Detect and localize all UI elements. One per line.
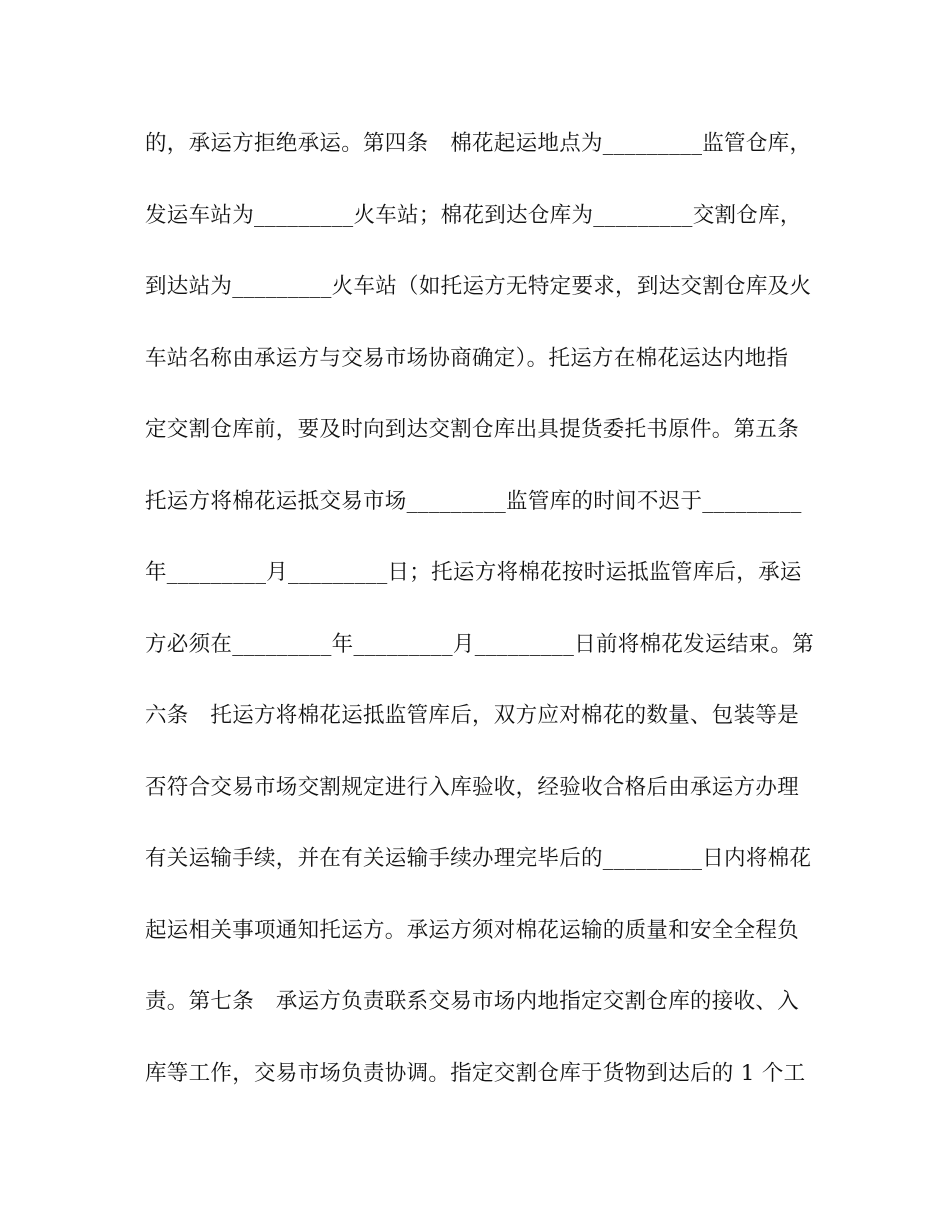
text-line: 方必须在_________年_________月_________日前将棉花发运结束。第: [145, 631, 814, 657]
text-line: 定交割仓库前，要及时向到达交割仓库出具提货委托书原件。第五条: [145, 417, 800, 442]
text-line: 车站名称由承运方与交易市场协商确定）。托运方在棉花运达内地指: [145, 345, 789, 371]
text-line: 起运相关事项通知托运方。承运方须对棉花运输的质量和安全全程负: [145, 917, 800, 943]
text-line: 发运车站为_________火车站；棉花到达仓库为_________交割仓库，: [145, 202, 802, 228]
text-line: 库等工作，交易市场负责协调。指定交割仓库于货物到达后的 1 个工: [145, 1060, 806, 1086]
text-line: 否符合交易市场交割规定进行入库验收，经验收合格后由承运方办理: [145, 774, 800, 800]
text-line: 六条 托运方将棉花运抵监管库后，双方应对棉花的数量、包装等是: [145, 703, 800, 728]
text-line: 的，承运方拒绝承运。第四条 棉花起运地点为_________监管仓库，: [145, 131, 812, 156]
contract-body-text: [145, 119, 814, 1120]
text-line: 有关运输手续，并在有关运输手续办理完毕后的_________日内将棉花: [145, 846, 812, 871]
text-line: 责。第七条 承运方负责联系交易市场内地指定交割仓库的接收、入: [145, 989, 800, 1014]
text-line: 托运方将棉花运抵交易市场_________监管库的时间不迟于_________: [145, 488, 802, 514]
text-line: 到达站为_________火车站（如托运方无特定要求，到达交割仓库及火: [145, 274, 812, 299]
text-line: 年_________月_________日；托运方将棉花按时运抵监管库后，承运: [145, 560, 802, 585]
